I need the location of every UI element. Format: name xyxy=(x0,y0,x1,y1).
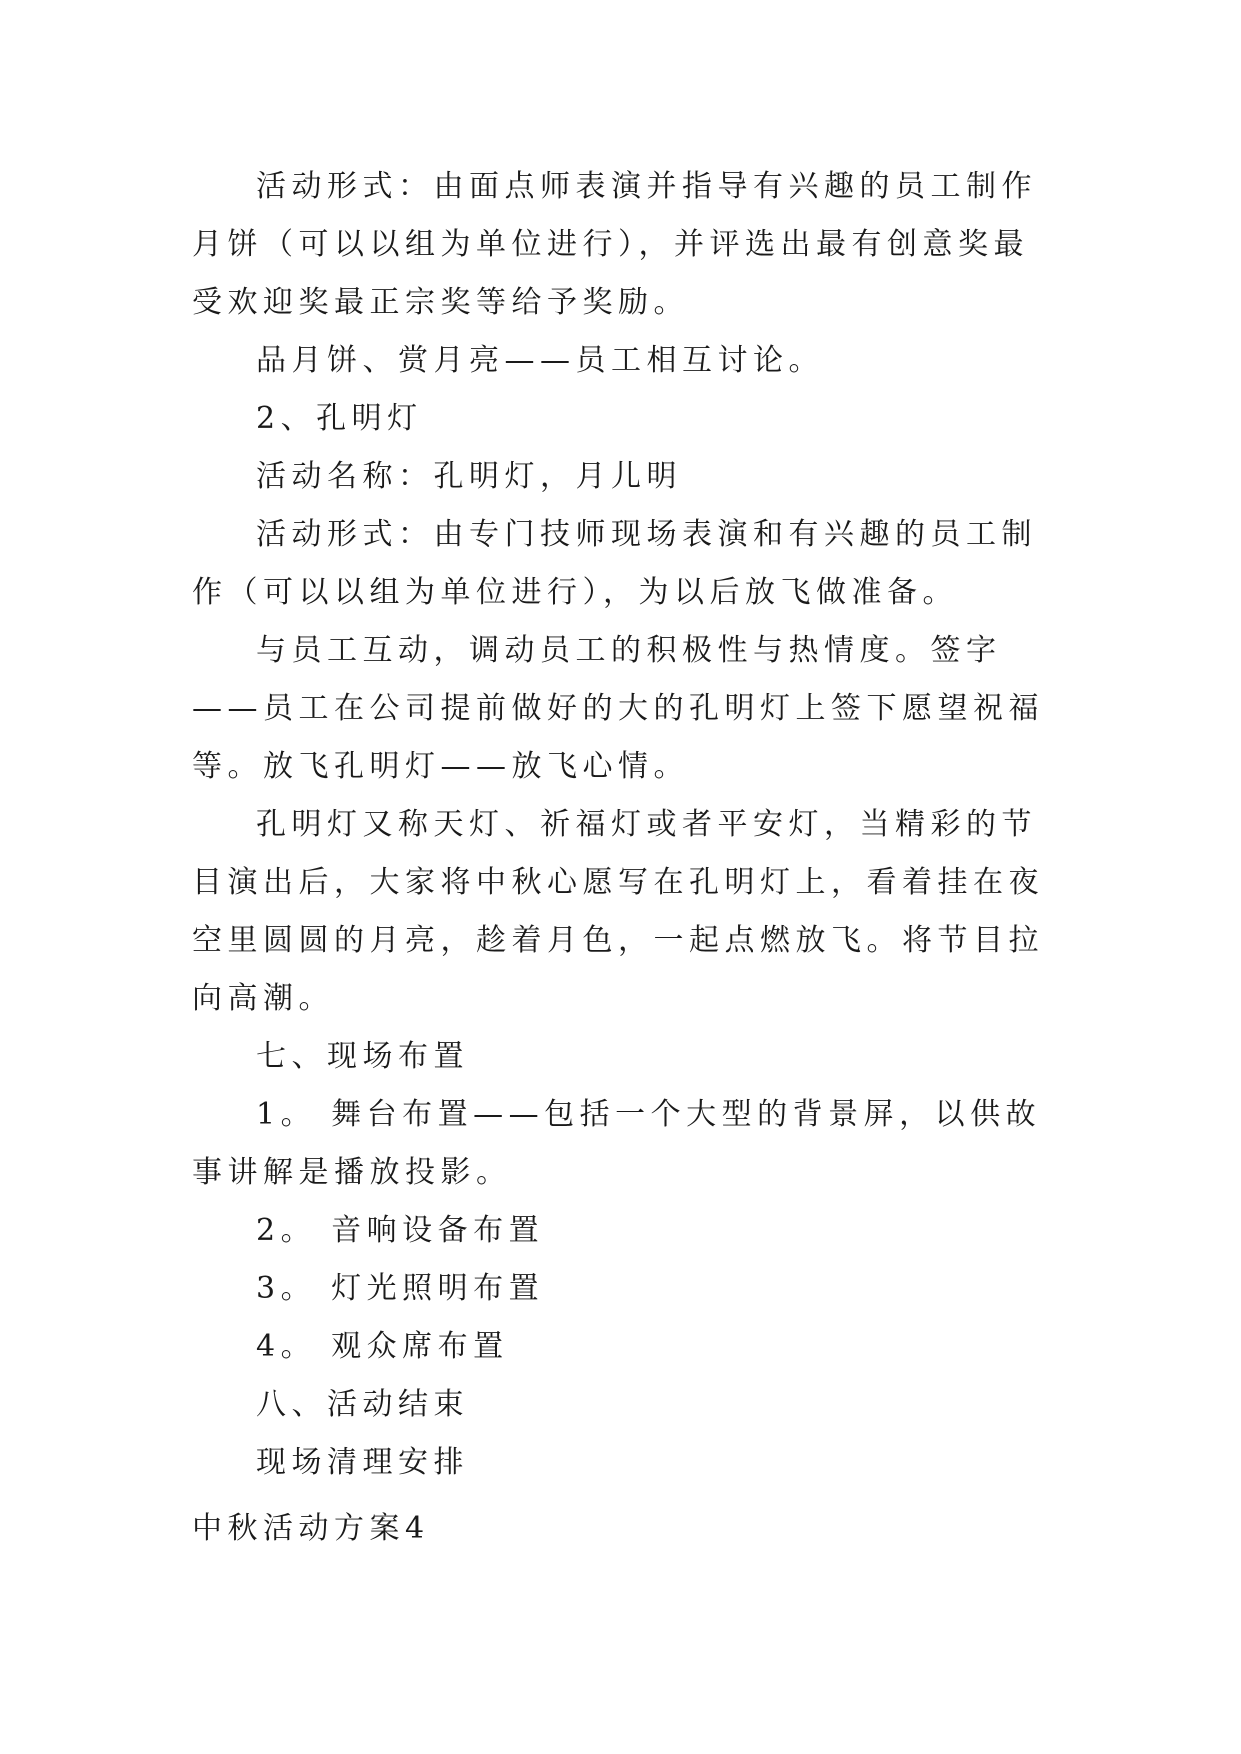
paragraph-activity-end-heading: 八、活动结束 xyxy=(256,1387,469,1422)
paragraph-employee-interaction: 与员工互动，调动员工的积极性与热情度。签字——员工在公司提前做好的大的孔明灯上签下愿望祝福等。放飞孔明灯——放飞心情。 xyxy=(192,633,1044,784)
paragraph-lighting-layout: 3。 灯光照明布置 xyxy=(256,1271,545,1306)
paragraph-venue-layout-heading: 七、现场布置 xyxy=(256,1039,469,1074)
paragraph-lantern-description: 孔明灯又称天灯、祈福灯或者平安灯，当精彩的节目演出后，大家将中秋心愿写在孔明灯上，看着挂在夜空里圆圆的月亮，趁着月色，一起点燃放飞。将节目拉向高潮。 xyxy=(192,807,1044,1016)
paragraph-kongming-lantern-title: 2、孔明灯 xyxy=(256,401,423,436)
paragraph-audience-layout: 4。 观众席布置 xyxy=(256,1329,509,1364)
paragraph-activity-form-lantern: 活动形式：由专门技师现场表演和有兴趣的员工制作（可以以组为单位进行），为以后放飞做准备。 xyxy=(192,517,1037,610)
paragraph-audio-layout: 2。 音响设备布置 xyxy=(256,1213,545,1248)
paragraph-taste-mooncake: 品月饼、赏月亮——员工相互讨论。 xyxy=(256,343,824,378)
document-body xyxy=(192,158,1048,1492)
paragraph-activity-name: 活动名称：孔明灯，月儿明 xyxy=(256,459,682,494)
paragraph-activity-form-mooncake: 活动形式：由面点师表演并指导有兴趣的员工制作月饼（可以以组为单位进行），并评选出最有创意奖最受欢迎奖最正宗奖等给予奖励。 xyxy=(192,169,1037,320)
section-heading: 中秋活动方案4 xyxy=(192,1511,430,1546)
paragraph-stage-layout: 1。 舞台布置——包括一个大型的背景屏，以供故事讲解是播放投影。 xyxy=(192,1097,1042,1190)
paragraph-cleanup: 现场清理安排 xyxy=(256,1445,469,1480)
